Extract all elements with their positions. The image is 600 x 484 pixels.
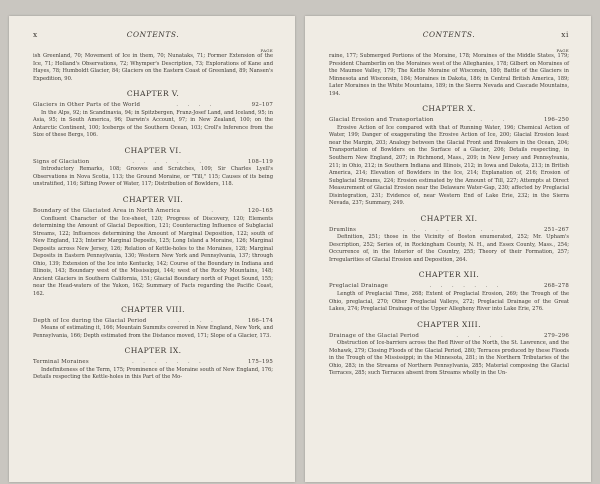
page-number: xi xyxy=(561,30,569,39)
chapter-pages: 268–278 xyxy=(543,283,569,290)
chapter-heading: CHAPTER XI. xyxy=(420,213,478,223)
chapter-entry xyxy=(33,159,273,167)
chapter-title: Signs of Glaciation xyxy=(33,158,90,165)
chapter-pages: 108–119 xyxy=(247,158,273,165)
leader-dots: . . . . . . . xyxy=(132,158,205,165)
chapter-summary: Indefiniteness of the Term, 175; Prominence of the Moraine south of New England, 176; Details respecting the Kettle-holes in this Part of the Mo- xyxy=(33,366,273,381)
page-number: x xyxy=(33,30,38,39)
running-head xyxy=(329,30,569,42)
chapter-heading: CHAPTER VII. xyxy=(122,195,184,205)
page-column-label: PAGE xyxy=(556,48,569,53)
chapter-pages: 196–250 xyxy=(543,117,569,124)
chapter-title: Terminal Moraines xyxy=(33,359,89,366)
chapter-summary: Confluent Character of the Ice-sheet, 120; Progress of Discovery, 120; Elements determining the Amount of Glacial Deposition, 121; Counteracting Influence of Subglacial Streams, 122; Influences determining the Amount of Marginal Deposition, 122; south of New England, 123; Interior Marginal Deposits, 125; Long Island a Moraine, 126; Marginal Deposits across New Jersey, 126; Relation of Kettle-holes to the Moraines, 128; Marginal Deposits in Eastern Pennsylvania, 130; Western New York and Pennsylvania, 137; through Ohio, 139; Extension of the Ice into Kentucky, 142; Course of the Boundary in Indiana and Illinois, 143; Boundary west of the Mississippi, 144; west of the Rocky Mountains, 148; Ancient Glaciers in Southern California, 151; Glacial Boundary north of Puget Sound, 155; near the Head-waters of the Yukon, 162; Summary of Facts regarding the Pacific Coast, 162. xyxy=(33,215,273,297)
leader-dots: . . . . . . . . . xyxy=(402,226,498,233)
leader-dots: . . . . . xyxy=(456,332,507,339)
chapter-summary: Introductory Remarks, 108; Grooves and Scratches, 109; Sir Charles Lyell's Observations in Nova Scotia, 113; the Ground Moraine, or "Till," 115; Causes of its being unstratified, 116; Sifting Power of Water, 117; Distribution of Bowlders, 118. xyxy=(33,166,273,188)
leader-dots: . . . . . . . xyxy=(429,283,503,290)
chapter-title: Boundary of the Glaciated Area in North America xyxy=(33,208,181,215)
chapter-title: Drainage of the Glacial Period xyxy=(329,332,420,339)
chapter-summary: Length of Preglacial Time, 268; Extent of Preglacial Erosion, 269; the Trough of the Ohio, preglacial, 270; Other Preglacial Valleys, 272; Preglacial Drainage of the Great Lakes, 274; Preglacial Drainage of the Upper Allegheny River into Lake Erie, 276. xyxy=(329,290,569,313)
chapter-heading: CHAPTER VI. xyxy=(124,145,182,155)
chapter-entry xyxy=(329,227,569,235)
leader-dots: . . . . xyxy=(177,317,217,324)
chapter-entry xyxy=(329,283,569,291)
chapter-pages: 251–267 xyxy=(543,226,569,233)
leader-dots: . . . . . . . xyxy=(132,359,205,366)
chapter-heading: CHAPTER XII. xyxy=(418,270,480,280)
left-page xyxy=(9,16,295,482)
chapter-summary: Means of estimating it, 166; Mountain Summits covered in New England, New York, and Pennsylvania, 166; Depth estimated from the Distance moved, 171; Slope of a Glacier, 173. xyxy=(33,325,273,339)
chapter-pages: 279–296 xyxy=(543,332,569,339)
chapter-entry xyxy=(33,359,273,367)
leader-dots: . . . . xyxy=(176,102,216,109)
leader-dots: . . . . xyxy=(469,117,509,124)
chapter-entry xyxy=(329,117,569,125)
chapter-pages: 120–165 xyxy=(247,208,273,215)
right-page-content xyxy=(329,30,569,378)
chapter-summary: Obstruction of Ice-barriers across the Red River of the North, the St. Lawrence, and the Mohawk, 279; Closing Floods of the Glacial Period, 280; Terraces produced by these Floods in the Trough of the Mississippi; in the Minnesota, 281; in the Northern Tributaries of the Ohio, 283; in the Streams of Northern Pennsylvania, 285; Material composing the Glacial Terraces, 285; such Terraces absent from Streams wholly in the Un- xyxy=(329,340,569,377)
chapter-entry xyxy=(33,102,273,110)
chapter-title: Glaciers in Other Parts of the World xyxy=(33,102,141,109)
chapter-summary: Definition, 251; those in the Vicinity of Boston enumerated, 252; Mr. Upham's Description, 252; Series of, in Rockingham County, N. H., and Essex County, Mass., 254; Occurrence of, in the Interior of the Country, 255; Theory of their Formation, 257; Irregularities of Glacial Erosion and Deposition, 264. xyxy=(329,234,569,263)
chapter-pages: 92–107 xyxy=(251,102,273,109)
chapter-pages: 166–174 xyxy=(247,317,273,324)
chapter-entry xyxy=(329,333,569,341)
chapter-title: Preglacial Drainage xyxy=(329,283,389,290)
chapter-heading: CHAPTER V. xyxy=(126,89,180,99)
page-column-label: PAGE xyxy=(260,48,273,53)
continued-text: ish Greenland, 70; Movement of Ice in them, 70; Nunataks, 71; Former Extension of the Ice, 71; Holland's Observations, 72; Whymper's Description, 73; Explorations of Kane and Hayes, 78; Humboldt Glacier, 84; Glaciers on the Eastern Coast of Greenland, 89; Nansen's Expedition, 90. xyxy=(33,53,273,82)
chapter-title: Depth of Ice during the Glacial Period xyxy=(33,317,147,324)
running-title: CONTENTS. xyxy=(422,30,476,39)
chapter-heading: CHAPTER IX. xyxy=(124,346,182,356)
chapter-entry xyxy=(33,318,273,326)
chapter-summary: In the Alps, 92; in Scandinavia, 94; in Spitzbergen, Franz-Josef Land, and Iceland, 95; in Asia, 95; in South America, 96; Darwin's Account, 97; in New Zealand, 100; on the Antarctic Continent, 100; Icebergs of the Southern Ocean, 103; Croll's Inference from the Size of these Bergs, 106. xyxy=(33,109,273,139)
chapter-heading: CHAPTER X. xyxy=(422,104,476,114)
left-page-content xyxy=(33,30,273,382)
running-title: CONTENTS. xyxy=(126,30,180,39)
chapter-title: Glacial Erosion and Transportation xyxy=(329,117,434,124)
running-head xyxy=(33,30,273,42)
leader-dots: . xyxy=(211,208,217,215)
chapter-heading: CHAPTER VIII. xyxy=(121,304,185,314)
chapter-heading: CHAPTER XIII. xyxy=(417,319,481,329)
chapter-title: Drumlins xyxy=(329,226,357,233)
chapter-pages: 175–195 xyxy=(247,359,273,366)
continued-text: raine, 177; Submerged Portions of the Moraine, 178; Moraines of the Middle States, 179; President Chamberlin on the Moraines west of the Alleghanies, 178; Gilbert on Moraines of the Maumee Valley, 179; The Kettle Moraine of Wisconsin, 180; Battle of the Glaciers in Minnesota and Wisconsin, 184; Moraines in Dakota, 186; in Central British America, 189; Later Moraines in the White Mountains, 189; in the Sierra Nevada and Cascade Mountains, 194. xyxy=(329,53,569,97)
chapter-entry xyxy=(33,208,273,216)
right-page xyxy=(305,16,591,482)
chapter-summary: Erosive Action of Ice compared with that of Running Water, 196; Chemical Action of Water, 199; Danger of exaggerating the Erosive Action of Ice, 200; Glacial Erosion least near the Margin, 203; Analogy between the Glacial Front and Breakers in the Ocean, 204; Transportation of Bowlders on the Surface of a Glacier, 206; Details respecting, in Southern New England, 207; in Richmond, Mass., 209; in New Jersey and Pennsylvania, 211; in Ohio, 212; in Southern Indiana and Illinois, 212; in Iowa and Dakota, 213; in British America, 214; Elevation of Bowlders in the Ice, 214; Explanation of, 216; Erosion of Subglacial Streams, 224; Erosion estimated by the Amount of Till, 227; Attempts at Direct Measurement of Glacial Erosion near the Delaware Water-Gap, 230; affected by Preglacial Disintegration, 231; Evidence of, near Western End of Lake Erie, 232; in the Sierra Nevada, 237; Summary, 249. xyxy=(329,124,569,207)
